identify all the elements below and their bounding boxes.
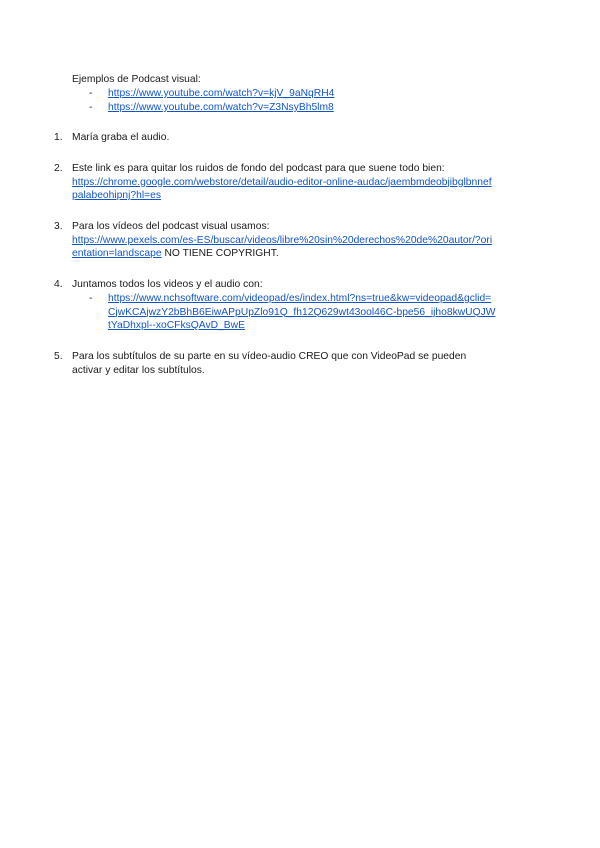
item-number: 4. [54,279,63,290]
bullet-dash: - [89,88,93,99]
item-text: Este link es para quitar los ruidos de fondo del podcast para que suene todo bien: [72,163,445,174]
item-number: 2. [54,163,63,174]
bullet-dash: - [89,293,93,304]
bullet-dash: - [89,102,93,113]
videopad-link-line-3[interactable]: tYaDhxpl--xoCFksQAvD_BwE [108,320,245,331]
pexels-link-line-2[interactable]: entation=landscape [72,248,162,259]
copyright-note: NO TIENE COPYRIGHT. [161,248,279,259]
audio-editor-link-line-1[interactable]: https://chrome.google.com/webstore/detail/audio-editor-online-audac/jaembmdeobjibglbnnef [72,176,492,188]
item-text: María graba el audio. [72,132,170,143]
intro-heading: Ejemplos de Podcast visual: [72,74,201,85]
youtube-link-2[interactable]: https://www.youtube.com/watch?v=Z3NsyBh5lm8 [108,102,334,113]
audio-editor-link-line-2[interactable]: palabeohipnj?hl=es [72,190,162,201]
pexels-link-line-1[interactable]: https://www.pexels.com/es-ES/buscar/videos/libre%20sin%20derechos%20de%20autor/?ori [72,234,493,246]
item-number: 5. [54,351,63,362]
videopad-link-line-1[interactable]: https://www.nchsoftware.com/videopad/es/index.html?ns=true&kw=videopad&gclid= [108,293,492,304]
videopad-link-line-2[interactable]: CjwKCAjwzY2bBhB6EiwAPpUpZlo91Q_fh12Q629wt43ool46C-bpe56_ijho8kwUQJW [108,306,496,318]
item-text: Para los vídeos del podcast visual usamos: [72,221,270,232]
item-text-line-2: activar y editar los subtítulos. [72,364,205,376]
youtube-link-1[interactable]: https://www.youtube.com/watch?v=kjV_9aNqRH4 [108,88,335,99]
item-number: 3. [54,221,63,232]
item-number: 1. [54,132,63,143]
item-text: Juntamos todos los videos y el audio con: [72,279,263,290]
item-text-line-1: Para los subtítulos de su parte en su vídeo-audio CREO que con VideoPad se pueden [72,351,467,362]
